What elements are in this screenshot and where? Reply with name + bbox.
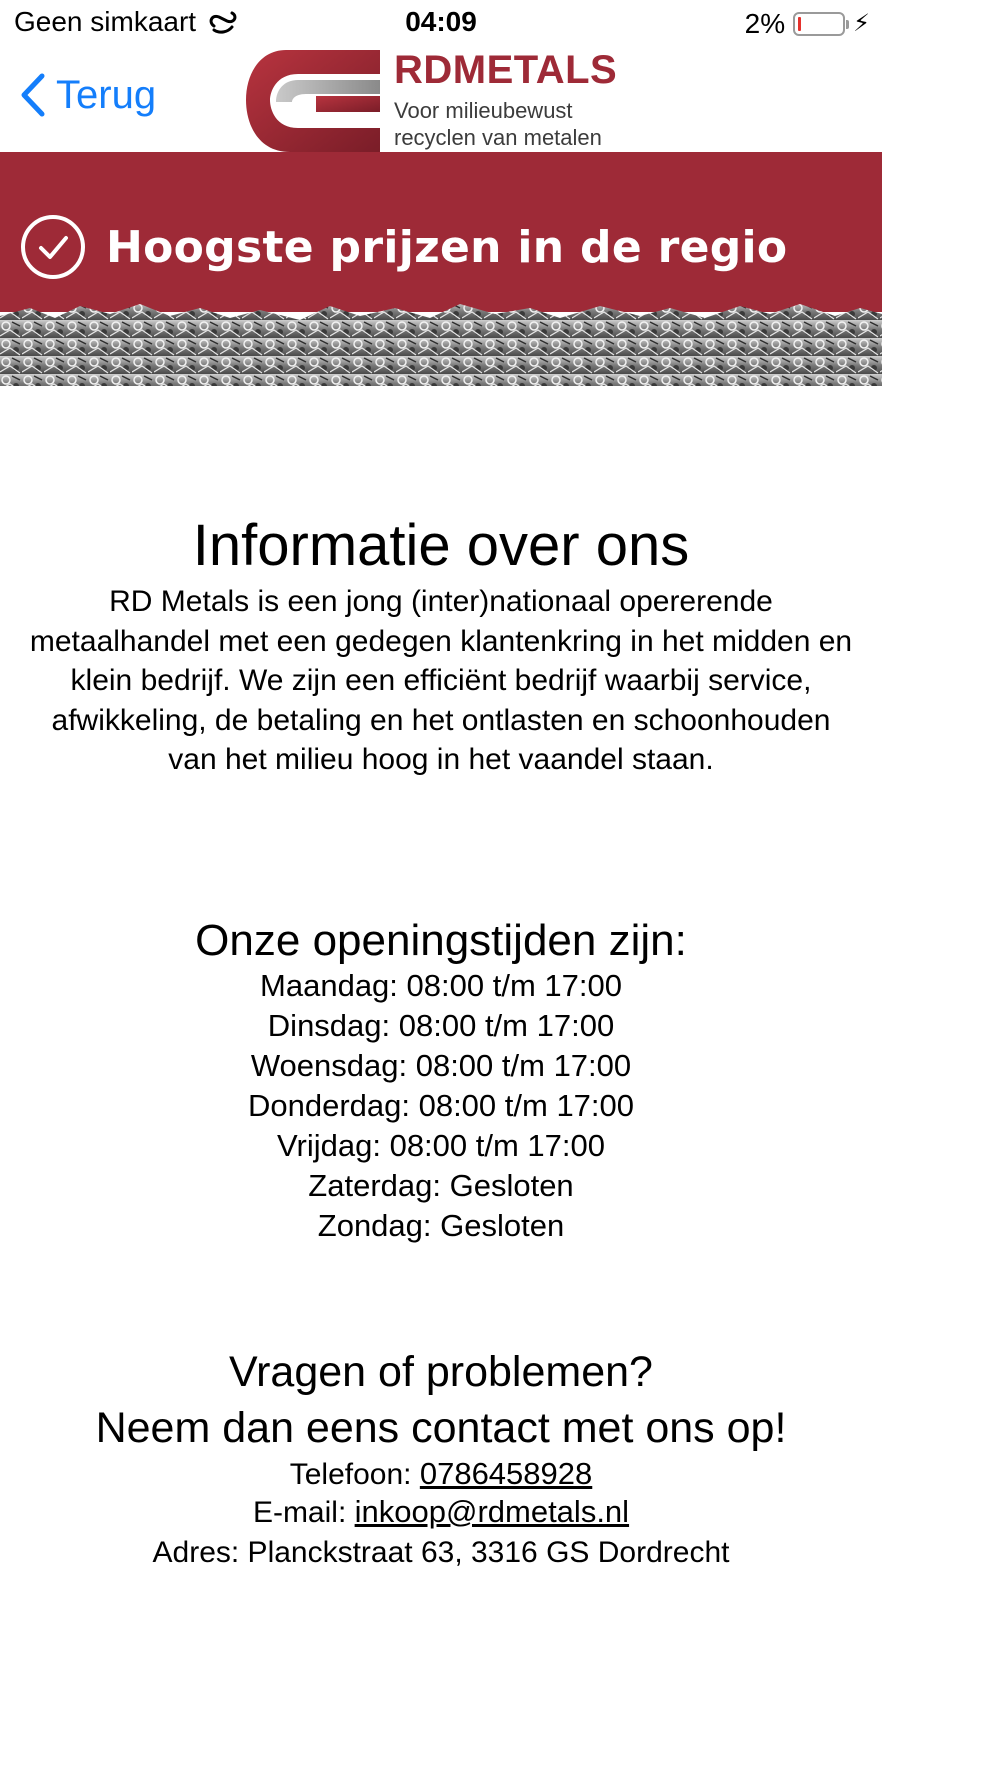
- battery-level: [798, 17, 801, 31]
- charging-icon: ⚡: [853, 10, 870, 37]
- hours-item-sunday: Zondag: Gesloten: [317, 1208, 565, 1243]
- hours-item-wednesday: Woensdag: 08:00 t/m 17:00: [250, 1048, 632, 1083]
- hours-title: Onze openingstijden zijn:: [195, 916, 687, 965]
- scrap-metal-image: [0, 302, 882, 386]
- promo-banner: [0, 152, 882, 386]
- back-button[interactable]: [18, 72, 156, 118]
- about-body: RD Metals is een jong (inter)nationaal opererende metaalhandel met een gedegen klantenkring in het midden en klein bedrijf. We zijn een efficiënt bedrijf waarbij service, afwikkeling, de betaling en het ontlasten en schoonhouden van het milieu hoog in het vaandel staan.: [29, 585, 853, 776]
- logo-name: RDMETALS: [394, 47, 618, 92]
- contact-subtitle: Neem dan eens contact met ons op!: [95, 1404, 787, 1452]
- logo-tagline-1: Voor milieubewust: [394, 97, 573, 123]
- carrier-label: Geen simkaart: [14, 6, 197, 37]
- rdmetals-logo: [246, 48, 617, 152]
- hours-item-friday: Vrijdag: 08:00 t/m 17:00: [277, 1128, 605, 1163]
- phone-link[interactable]: 0786458928: [419, 1456, 593, 1491]
- battery-icon: [793, 12, 845, 36]
- phone-label: Telefoon:: [289, 1458, 412, 1491]
- logo-text: [394, 47, 618, 151]
- email-label: E-mail:: [252, 1496, 347, 1529]
- battery-percent: 2%: [744, 8, 786, 39]
- phone-row: [0, 1456, 882, 1492]
- back-label: Terug: [56, 72, 157, 117]
- hours-item-thursday: Donderdag: 08:00 t/m 17:00: [247, 1088, 635, 1123]
- hours-item-saturday: Zaterdag: Gesloten: [308, 1168, 574, 1203]
- contact-title: Vragen of problemen?: [229, 1348, 653, 1396]
- chevron-left-icon: [18, 72, 46, 118]
- opening-hours-list: [0, 966, 882, 1246]
- status-bar: [0, 0, 882, 48]
- about-title: Informatie over ons: [192, 513, 690, 578]
- hours-item-monday: Maandag: 08:00 t/m 17:00: [260, 968, 622, 1003]
- clock: 04:09: [405, 6, 477, 37]
- check-circle-icon: [20, 214, 86, 280]
- hours-item-tuesday: Dinsdag: 08:00 t/m 17:00: [267, 1008, 615, 1043]
- email-link[interactable]: inkoop@rdmetals.nl: [354, 1494, 630, 1529]
- email-row: [0, 1494, 882, 1530]
- logo-tagline-2: recyclen van metalen: [394, 125, 602, 150]
- battery-status: [745, 8, 870, 40]
- logo-mark-icon: [246, 48, 380, 152]
- banner-title: Hoogste prijzen in de regio: [106, 221, 788, 273]
- address-text: Adres: Planckstraat 63, 3316 GS Dordrecht: [152, 1536, 730, 1569]
- nav-bar: [0, 48, 882, 152]
- banner-headline: [20, 214, 787, 280]
